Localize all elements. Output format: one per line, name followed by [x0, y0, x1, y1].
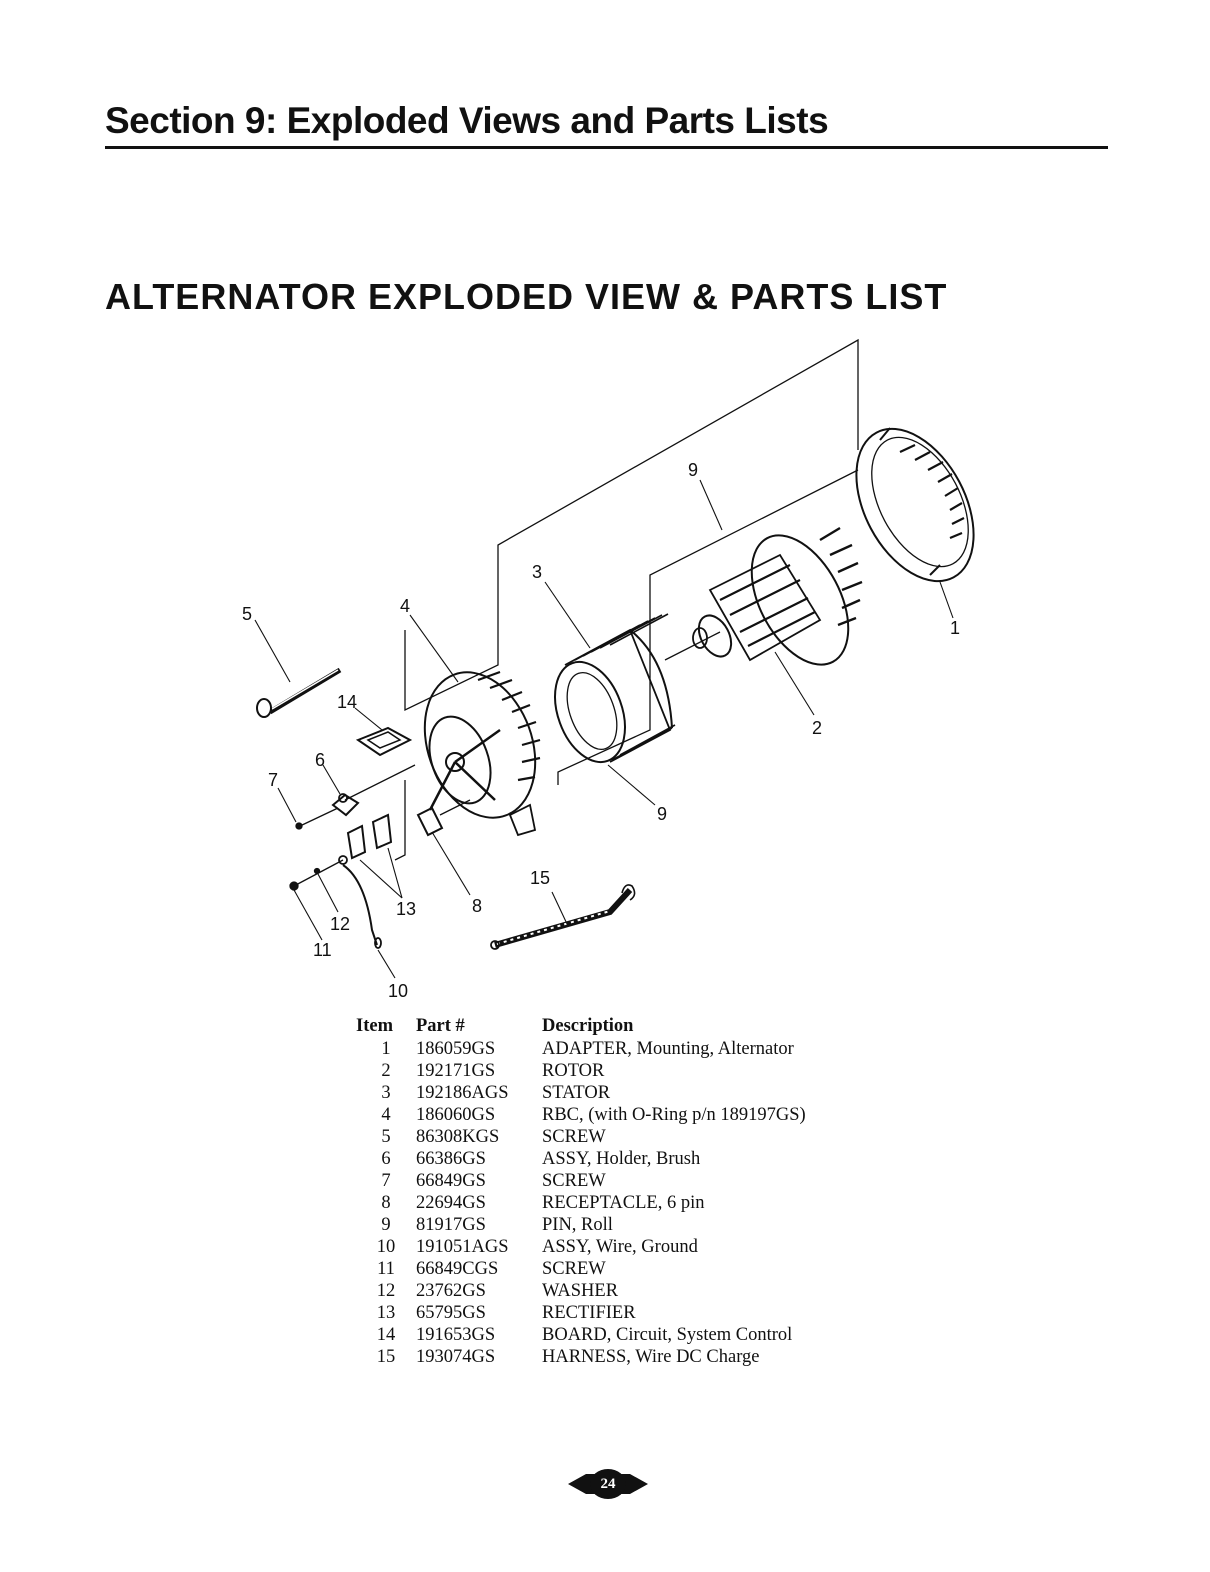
alignment-line-screw — [300, 808, 338, 826]
leader-item-9-top — [700, 480, 722, 530]
alignment-line-rectifier — [395, 780, 405, 860]
header-part-number: Part # — [416, 1015, 465, 1036]
leader-item-13a — [388, 848, 402, 898]
leader-item-4 — [410, 615, 458, 682]
part-number: 86308KGS — [416, 1127, 500, 1147]
table-row — [356, 1280, 806, 1302]
brush-holder-part — [333, 794, 358, 815]
item-number: 14 — [376, 1325, 396, 1345]
callout-10: 10 — [388, 981, 409, 1001]
item-number: 8 — [381, 1193, 391, 1213]
item-number: 13 — [376, 1303, 396, 1323]
part-description: STATOR — [542, 1083, 611, 1103]
item-number: 1 — [381, 1039, 391, 1059]
table-row — [356, 1170, 806, 1192]
item-number: 4 — [381, 1105, 391, 1125]
leader-item-1 — [940, 582, 953, 618]
table-row — [356, 1236, 806, 1258]
section-title: Section 9: Exploded Views and Parts Lists — [105, 100, 829, 141]
bearing-carrier-part — [405, 657, 554, 835]
part-description: BOARD, Circuit, System Control — [542, 1325, 793, 1345]
part-number: 66849GS — [416, 1171, 486, 1191]
part-number: 191653GS — [416, 1325, 496, 1345]
rectifier-part — [348, 815, 391, 858]
callout-13: 13 — [396, 899, 417, 919]
callout-5: 5 — [242, 604, 253, 624]
item-number: 3 — [381, 1083, 391, 1103]
callout-3: 3 — [532, 562, 543, 582]
screw-washer-part — [290, 856, 347, 890]
part-number: 191051AGS — [416, 1237, 509, 1257]
item-number: 10 — [376, 1237, 396, 1257]
part-description: ROTOR — [542, 1061, 605, 1081]
callout-12: 12 — [330, 914, 351, 934]
callout-2: 2 — [812, 718, 823, 738]
part-description: WASHER — [542, 1281, 619, 1301]
item-number: 12 — [376, 1281, 396, 1301]
part-number: 192186AGS — [416, 1083, 509, 1103]
part-description: RECTIFIER — [542, 1303, 636, 1323]
leader-item-10 — [378, 950, 395, 978]
part-description: RECEPTACLE, 6 pin — [542, 1193, 705, 1213]
table-row — [356, 1148, 806, 1170]
callout-7: 7 — [268, 770, 279, 790]
table-row — [356, 1104, 806, 1126]
leader-item-6 — [323, 765, 340, 794]
callout-11: 11 — [313, 940, 332, 960]
table-row — [356, 1258, 806, 1280]
table-row — [356, 1060, 806, 1082]
ground-wire-part — [343, 865, 381, 948]
table-row — [356, 1214, 806, 1236]
leader-item-15 — [552, 892, 568, 926]
item-number: 5 — [381, 1127, 391, 1147]
receptacle-part — [418, 808, 442, 835]
callout-9-top: 9 — [688, 460, 699, 480]
header-item: Item — [356, 1015, 393, 1036]
part-description: SCREW — [542, 1127, 606, 1147]
callout-9-bottom: 9 — [657, 804, 668, 824]
part-number: 192171GS — [416, 1061, 496, 1081]
long-screw-part — [257, 670, 340, 717]
part-number: 22694GS — [416, 1193, 486, 1213]
part-description: RBC, (with O-Ring p/n 189197GS) — [542, 1105, 806, 1125]
part-number: 193074GS — [416, 1347, 496, 1367]
callout-14: 14 — [337, 692, 358, 712]
callout-8: 8 — [472, 896, 483, 916]
rotor-part — [692, 519, 868, 680]
table-row — [356, 1038, 806, 1060]
item-number: 9 — [381, 1215, 391, 1235]
part-number: 23762GS — [416, 1281, 486, 1301]
part-number: 186059GS — [416, 1039, 496, 1059]
stator-part — [542, 614, 675, 772]
leader-item-12 — [318, 874, 338, 912]
table-row — [356, 1192, 806, 1214]
callout-1: 1 — [950, 618, 961, 638]
table-row — [356, 1126, 806, 1148]
leader-item-7 — [278, 788, 296, 822]
part-description: ADAPTER, Mounting, Alternator — [542, 1039, 794, 1059]
part-number: 186060GS — [416, 1105, 496, 1125]
leader-item-14 — [355, 708, 382, 730]
part-number: 81917GS — [416, 1215, 486, 1235]
parts-list-header — [356, 1014, 806, 1038]
part-description: ASSY, Wire, Ground — [542, 1237, 698, 1257]
adapter-ring-part — [832, 409, 997, 601]
wire-harness-part — [491, 885, 635, 949]
leader-item-11 — [294, 890, 322, 940]
part-description: SCREW — [542, 1171, 606, 1191]
table-row — [356, 1346, 806, 1368]
item-number: 2 — [381, 1061, 391, 1081]
leader-item-5 — [255, 620, 290, 682]
item-number: 6 — [381, 1149, 391, 1169]
callout-4: 4 — [400, 596, 411, 616]
table-row — [356, 1082, 806, 1104]
alignment-line-upper — [405, 340, 858, 710]
page-title: ALTERNATOR EXPLODED VIEW & PARTS LIST — [105, 276, 948, 317]
part-description: ASSY, Holder, Brush — [542, 1149, 701, 1169]
item-number: 11 — [377, 1259, 395, 1279]
leader-item-8 — [432, 832, 470, 895]
part-number: 66386GS — [416, 1149, 486, 1169]
part-number: 65795GS — [416, 1303, 486, 1323]
part-description: PIN, Roll — [542, 1215, 613, 1235]
part-number: 66849CGS — [416, 1259, 499, 1279]
item-number: 15 — [376, 1347, 396, 1367]
part-description: SCREW — [542, 1259, 606, 1279]
part-description: HARNESS, Wire DC Charge — [542, 1347, 760, 1367]
parts-list-table — [356, 1014, 806, 1368]
leader-item-9-bottom — [608, 765, 655, 805]
leader-item-3 — [545, 582, 590, 648]
callout-15: 15 — [530, 868, 551, 888]
small-screw-part — [296, 823, 302, 829]
table-row — [356, 1324, 806, 1346]
page-number: 24 — [600, 1476, 616, 1492]
leader-item-13b — [360, 860, 402, 898]
circuit-board-part — [358, 728, 410, 755]
header-description: Description — [542, 1015, 634, 1036]
callout-6: 6 — [315, 750, 326, 770]
table-row — [356, 1302, 806, 1324]
item-number: 7 — [381, 1171, 391, 1191]
